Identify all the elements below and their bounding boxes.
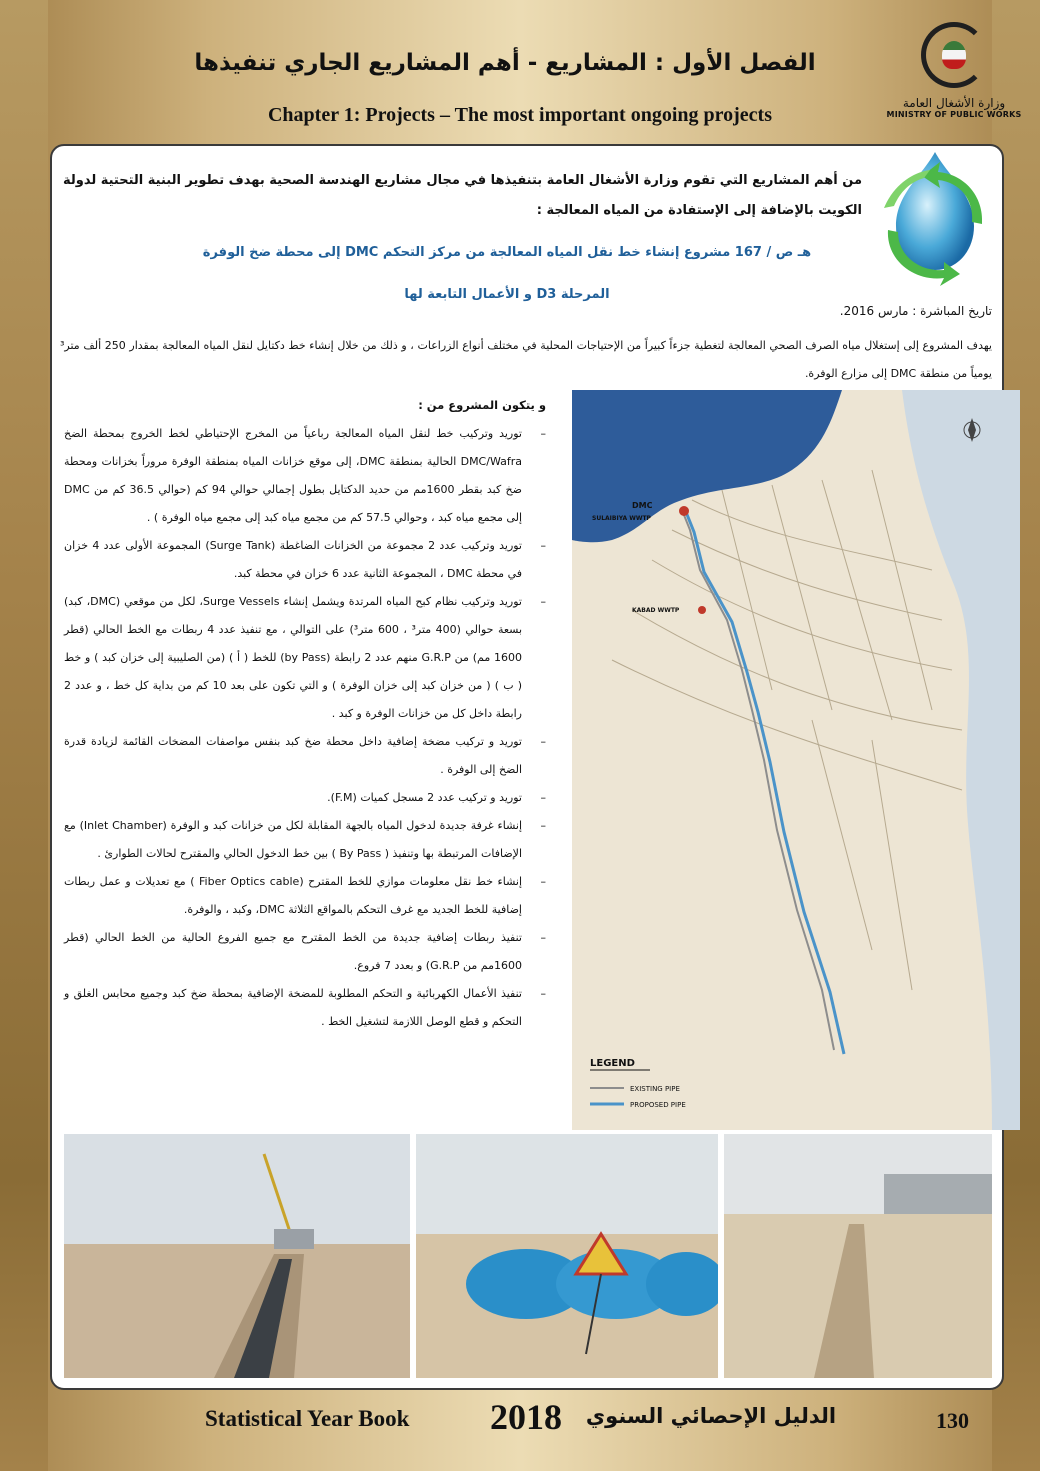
dmc-marker	[679, 506, 689, 516]
footer-book-title-arabic: الدليل الإحصائي السنوي	[585, 1404, 837, 1428]
photo-blue-pipes	[416, 1134, 718, 1378]
page-number: 130	[936, 1408, 969, 1433]
list-item: – توريد وتركيب عدد 2 مجموعة من الخزانات الضاغطة (Surge Tank) المجموعة الأولى عدد 4 خزان في محطة DMC ، المجموعة الثانية عدد 6 خزان في محطة كبد.	[64, 539, 546, 580]
left-decorative-band	[0, 0, 48, 1471]
legend-proposed-label: PROPOSED PIPE	[630, 1101, 686, 1109]
content-panel	[50, 144, 1004, 1390]
list-item-text: توريد وتركيب خط لنقل المياه المعالجة رباعياً من المخرج الإحتياطي لخط الخروج بمحطة الضخ DMC/Wafra الحالية بمنطقة DMC، إلى موقع خزانات المياه بمنطقة الوفرة مروراً بخزانات ومحطة ضخ كبد بقطر 1600مم من حديد الدكتايل بطول إجمالي حوالي 94 كم (حوالي 36.5 كم من DMC إلى مجمع مياه كبد ، وحوالي 57.5 كم من مجمع مياه كبد إلى مجمع مياه الوفرة ) .	[64, 427, 522, 524]
page-header	[0, 0, 1040, 142]
ministry-name-arabic: وزارة الأشغال العامة	[902, 96, 1006, 110]
project-components	[62, 390, 552, 1036]
list-item: – توريد وتركيب خط لنقل المياه المعالجة رباعياً من المخرج الإحتياطي لخط الخروج بمحطة الضخ DMC/Wafra الحالية بمنطقة DMC، إلى موقع خزانات المياه بمنطقة الوفرة مروراً بخزانات ومحطة ضخ كبد بقطر 1600مم من حديد الدكتايل بطول إجمالي حوالي 94 كم (حوالي 36.5 كم من DMC إلى مجمع مياه كبد ، وحوالي 57.5 كم من مجمع مياه كبد إلى مجمع مياه الوفرة ) .	[64, 427, 546, 524]
list-item-text: إنشاء غرفة جديدة لدخول المياه بالجهة المقابلة لكل من خزانات كبد و الوفرة (Inlet Chamber) مع الإضافات المرتبطة بها وتنفيذ ( By Pass ) بين خط الدخول الحالي والمقترح لحالات الطوارئ .	[64, 819, 522, 860]
components-heading: و يتكون المشروع من :	[418, 398, 546, 412]
list-item-text: توريد و تركيب مضخة إضافية داخل محطة ضخ كبد بنفس مواصفات المضخات القائمة لزيادة قدرة الضخ إلى الوفرة .	[64, 735, 522, 776]
list-item: – توريد و تركيب عدد 2 مسجل كميات (F.M).	[327, 791, 546, 804]
start-date: تاريخ المباشرة : مارس 2016.	[839, 304, 992, 318]
components-list	[62, 420, 552, 1036]
map-label-kabad: KABAD WWTP	[632, 607, 680, 614]
footer-year: 2018	[490, 1397, 562, 1437]
list-item: – توريد وتركيب نظام كبح المياه المرتدة ويشمل إنشاء Surge Vessels، لكل من موقعي (DMC، كبد) بسعة حوالي (400 متر³ ، 600 متر³) على التوالي ، مع تنفيذ عدد 4 ربطات مع الخط الحالي (قطر 1600 مم) من G.R.P منهم عدد 2 رابطة (by Pass) للخط ( أ ) (من الصليبية إلى خزان كبد ) و خط ( ب ) ( من خزان كبد إلى خزان الوفرة ) و التي تكون على بعد 10 كم من بداية كل خط ، و عدد 2 رابطة داخل كل من خزانات الوفرة و كبد .	[64, 595, 546, 720]
list-item-text: تنفيذ الأعمال الكهربائية و التحكم المطلوبة للمضخة الإضافية بمحطة ضخ كبد وجميع محابس الغلق و التحكم و قطع الوصل اللازمة لتشغيل الخط .	[64, 987, 522, 1028]
list-item-text: توريد و تركيب عدد 2 مسجل كميات (F.M).	[327, 791, 522, 804]
intro-paragraph: من أهم المشاريع التي تقوم وزارة الأشغال العامة بتنفيذها في مجال مشاريع الهندسة الصحية بهدف تطوير البنية التحتية لدولة الكويت بالإضافة إلى الإستفادة من المياه المعالجة :	[62, 173, 862, 218]
chapter-title-arabic: الفصل الأول : المشاريع - أهم المشاريع الجاري تنفيذها	[194, 50, 816, 76]
photo-pipe-trench	[64, 1134, 410, 1378]
list-item-text: توريد وتركيب عدد 2 مجموعة من الخزانات الضاغطة (Surge Tank) المجموعة الأولى عدد 4 خزان في محطة DMC ، المجموعة الثانية عدد 6 خزان في محطة كبد.	[64, 539, 522, 580]
ministry-emblem-icon	[921, 22, 987, 88]
pipeline-route-map	[572, 390, 1020, 1130]
map-label-dmc: DMC	[632, 501, 653, 510]
list-item: – إنشاء خط نقل معلومات موازي للخط المقترح (Fiber Optics cable ) مع تعديلات و عمل ربطات إضافية للخط الجديد مع غرف التحكم بالمواقع الثلاثة DMC، وكبد ، والوفرة.	[64, 875, 546, 916]
project-purpose: يهدف المشروع إلى إستغلال مياه الصرف الصحي المعالجة لتغطية جزءاً كبيراً من الإحتياجات المحلية في مختلف أنواع الزراعات ، و ذلك من خلال إنشاء خط دكتايل لنقل المياه المعالجة بمقدار 250 ألف متر³ يومياً من منطقة DMC إلى مزارع الوفرة.	[60, 339, 992, 380]
footer-book-title-english: Statistical Year Book	[205, 1406, 410, 1431]
list-item-text: تنفيذ ربطات إضافية جديدة من الخط المقترح مع جميع الفروع الحالية من الخط الحالي (قطر 1600مم من G.R.P) و بعدد 7 فروع.	[64, 931, 522, 972]
map-label-sulaibiya: SULAIBIYA WWTP	[592, 515, 651, 522]
list-item-text: إنشاء خط نقل معلومات موازي للخط المقترح (Fiber Optics cable ) مع تعديلات و عمل ربطات إضافية للخط الجديد مع غرف التحكم بالمواقع الثلاثة DMC، وكبد ، والوفرة.	[64, 875, 523, 916]
legend-title: LEGEND	[590, 1058, 635, 1069]
water-recycle-icon	[874, 148, 996, 288]
site-photos	[64, 1134, 992, 1378]
kabad-marker	[698, 606, 706, 614]
ministry-logo	[884, 22, 1024, 132]
list-item: – تنفيذ ربطات إضافية جديدة من الخط المقترح مع جميع الفروع الحالية من الخط الحالي (قطر 1600مم من G.R.P) و بعدد 7 فروع.	[64, 931, 546, 972]
chapter-title-english: Chapter 1: Projects – The most important ongoing projects	[267, 104, 773, 126]
project-title-line-2: المرحلة D3 و الأعمال التابعة لها	[404, 287, 610, 302]
list-item-text: توريد وتركيب نظام كبح المياه المرتدة ويشمل إنشاء Surge Vessels، لكل من موقعي (DMC، كبد) بسعة حوالي (400 متر³ ، 600 متر³) على التوالي ، مع تنفيذ عدد 4 ربطات مع الخط الحالي (قطر 1600 مم) من G.R.P منهم عدد 2 رابطة (by Pass) للخط ( أ ) (من الصليبية إلى خزان كبد ) و خط ( ب ) ( من خزان كبد إلى خزان الوفرة ) و التي تكون على بعد 10 كم من بداية كل خط ، و عدد 2 رابطة داخل كل من خزانات الوفرة و كبد .	[64, 595, 523, 720]
ministry-name-english: MINISTRY OF PUBLIC WORKS	[886, 110, 1022, 119]
legend-existing-label: EXISTING PIPE	[630, 1085, 680, 1093]
list-item: – توريد و تركيب مضخة إضافية داخل محطة ضخ كبد بنفس مواصفات المضخات القائمة لزيادة قدرة الضخ إلى الوفرة .	[64, 735, 546, 776]
photo-desert-trench	[724, 1134, 992, 1378]
list-item: – إنشاء غرفة جديدة لدخول المياه بالجهة المقابلة لكل من خزانات كبد و الوفرة (Inlet Chamber) مع الإضافات المرتبطة بها وتنفيذ ( By Pass ) بين خط الدخول الحالي والمقترح لحالات الطوارئ .	[64, 819, 546, 860]
list-item: – تنفيذ الأعمال الكهربائية و التحكم المطلوبة للمضخة الإضافية بمحطة ضخ كبد وجميع محابس الغلق و التحكم و قطع الوصل اللازمة لتشغيل الخط .	[64, 987, 546, 1028]
project-title-line-1: هـ ص / 167 مشروع إنشاء خط نقل المياه المعالجة من مركز التحكم DMC إلى محطة ضخ الوفرة	[202, 245, 812, 260]
